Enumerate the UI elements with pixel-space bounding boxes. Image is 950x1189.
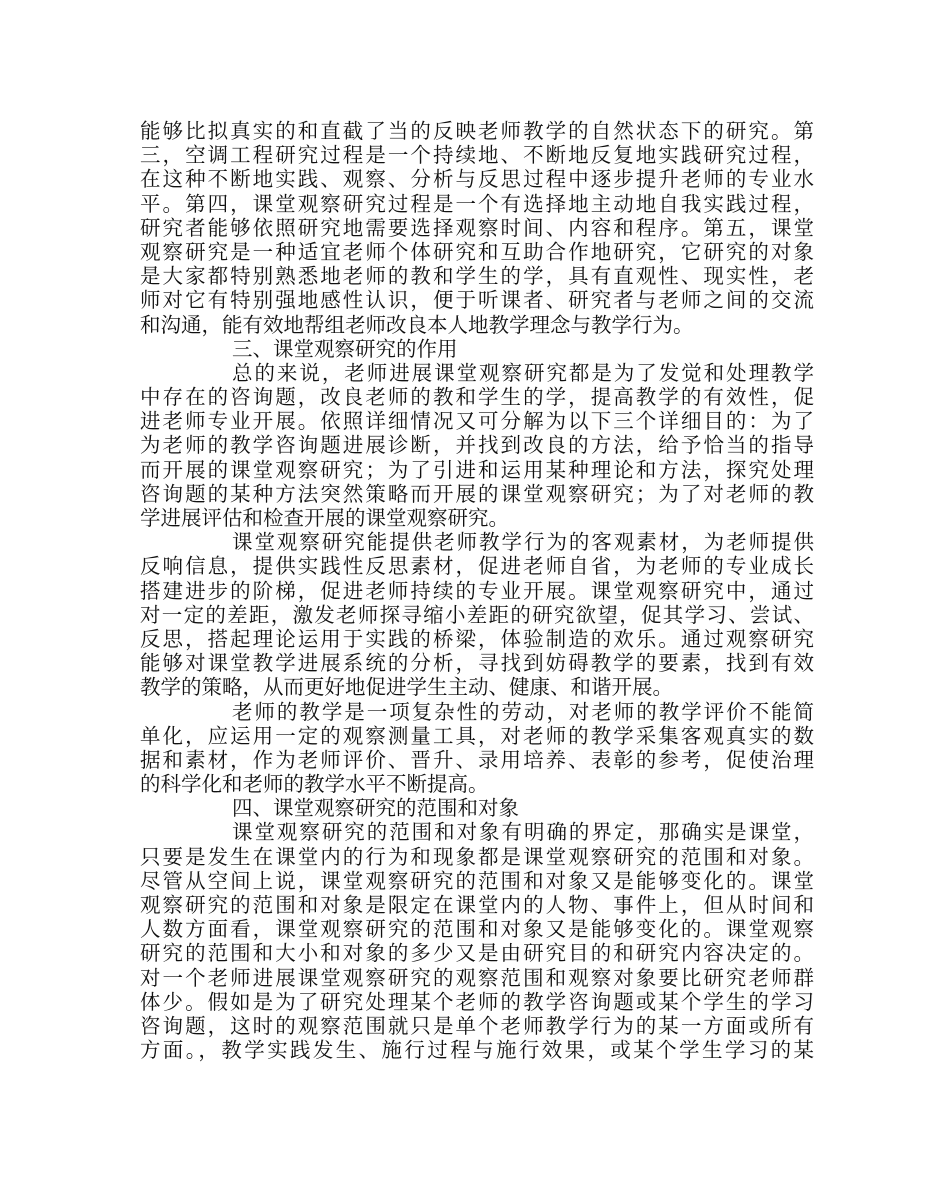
text-line: 反思，搭起理论运用于实践的桥梁，体验制造的欢乐。通过观察研究 xyxy=(140,626,814,651)
text-line: 在这种不断地实践、观察、分析与反思过程中逐步提升老师的专业水 xyxy=(140,167,814,192)
text-line: 反响信息，提供实践性反思素材，促进老师自省，为老师的专业成长 xyxy=(140,554,814,579)
text-line: 人数方面看，课堂观察研究的范围和对象又是能够变化的。课堂观察 xyxy=(140,917,814,942)
text-line: 进老师专业开展。依照详细情况又可分解为以下三个详细目的：为了 xyxy=(140,409,814,434)
text-line: 咨询题，这时的观察范围就只是单个老师教学行为的某一方面或所有 xyxy=(140,1013,814,1038)
text-line: 教学的策略，从而更好地促进学生主动、健康、和谐开展。 xyxy=(140,675,673,700)
section-heading: 四、课堂观察研究的范围和对象 xyxy=(232,796,519,821)
text-line: 观察研究是一种适宜老师个体研究和互助合作地研究，它研究的对象 xyxy=(140,239,814,264)
text-line: 平。第四，课堂观察研究过程是一个有选择地主动地自我实践过程， xyxy=(140,191,814,216)
text-line: 和沟通，能有效地帮组老师改良本人地教学理念与教学行为。 xyxy=(140,312,694,337)
text-line: 能够比拟真实的和直截了当的反映老师教学的自然状态下的研究。第 xyxy=(140,119,814,143)
text-line: 只要是发生在课堂内的行为和现象都是课堂观察研究的范围和对象。 xyxy=(140,844,814,869)
text-line: 体少。假如是为了研究处理某个老师的教学咨询题或某个学生的学习 xyxy=(140,989,814,1014)
text-line: 而开展的课堂观察研究；为了引进和运用某种理论和方法，探究处理 xyxy=(140,457,814,482)
text-line: 学进展评估和检查开展的课堂观察研究。 xyxy=(140,506,509,530)
text-line: 研究的范围和大小和对象的多少又是由研究目的和研究内容决定的。 xyxy=(140,941,814,966)
text-line: 三，空调工程研究过程是一个持续地、不断地反复地实践研究过程， xyxy=(140,143,814,168)
text-line: 能够对课堂教学进展系统的分析，寻找到妨碍教学的要素，找到有效 xyxy=(140,651,814,676)
text-line: 方面。，教学实践发生、施行过程与施行效果，或某个学生学习的某 xyxy=(140,1038,814,1063)
document-body xyxy=(140,119,814,1062)
text-line: 尽管从空间上说，课堂观察研究的范围和对象又是能够变化的。课堂 xyxy=(140,868,814,893)
text-line: 总的来说，老师进展课堂观察研究都是为了发觉和处理教学 xyxy=(232,360,814,385)
paragraph xyxy=(140,820,814,1062)
text-line: 据和素材，作为老师评价、晋升、录用培养、表彰的参考，促使治理 xyxy=(140,747,814,772)
text-line: 课堂观察研究能提供老师教学行为的客观素材，为老师提供 xyxy=(232,530,814,555)
text-line: 师对它有特别强地感性认识，便于听课者、研究者与老师之间的交流 xyxy=(140,288,814,313)
text-line: 对一个老师进展课堂观察研究的观察范围和观察对象要比研究老师群 xyxy=(140,965,814,990)
text-line: 的科学化和老师的教学水平不断提高。 xyxy=(140,772,489,797)
text-line: 对一定的差距，激发老师探寻缩小差距的研究欲望，促其学习、尝试、 xyxy=(140,602,814,627)
text-line: 搭建进步的阶梯，促进老师持续的专业开展。课堂观察研究中，通过 xyxy=(140,578,814,603)
paragraph xyxy=(140,530,814,699)
text-line: 研究者能够依照研究地需要选择观察时间、内容和程序。第五，课堂 xyxy=(140,215,814,240)
text-line: 观察研究的范围和对象是限定在课堂内的人物、事件上，但从时间和 xyxy=(140,893,814,917)
paragraph xyxy=(140,700,814,797)
text-line: 为老师的教学咨询题进展诊断，并找到改良的方法，给予恰当的指导 xyxy=(140,433,814,458)
text-line: 是大家都特别熟悉地老师的教和学生的学，具有直观性、现实性，老 xyxy=(140,264,814,289)
paragraph xyxy=(140,119,814,337)
text-line: 咨询题的某种方法突然策略而开展的课堂观察研究；为了对老师的教 xyxy=(140,481,814,506)
paragraph xyxy=(140,361,814,530)
section-heading: 三、课堂观察研究的作用 xyxy=(232,336,458,361)
text-line: 老师的教学是一项复杂性的劳动，对老师的教学评价不能简 xyxy=(232,699,814,724)
text-line: 中存在的咨询题，改良老师的教和学生的学，提高教学的有效性，促 xyxy=(140,385,814,410)
text-line: 单化，应运用一定的观察测量工具，对老师的教学采集客观真实的数 xyxy=(140,723,814,748)
text-line: 课堂观察研究的范围和对象有明确的界定，那确实是课堂， xyxy=(232,820,814,845)
